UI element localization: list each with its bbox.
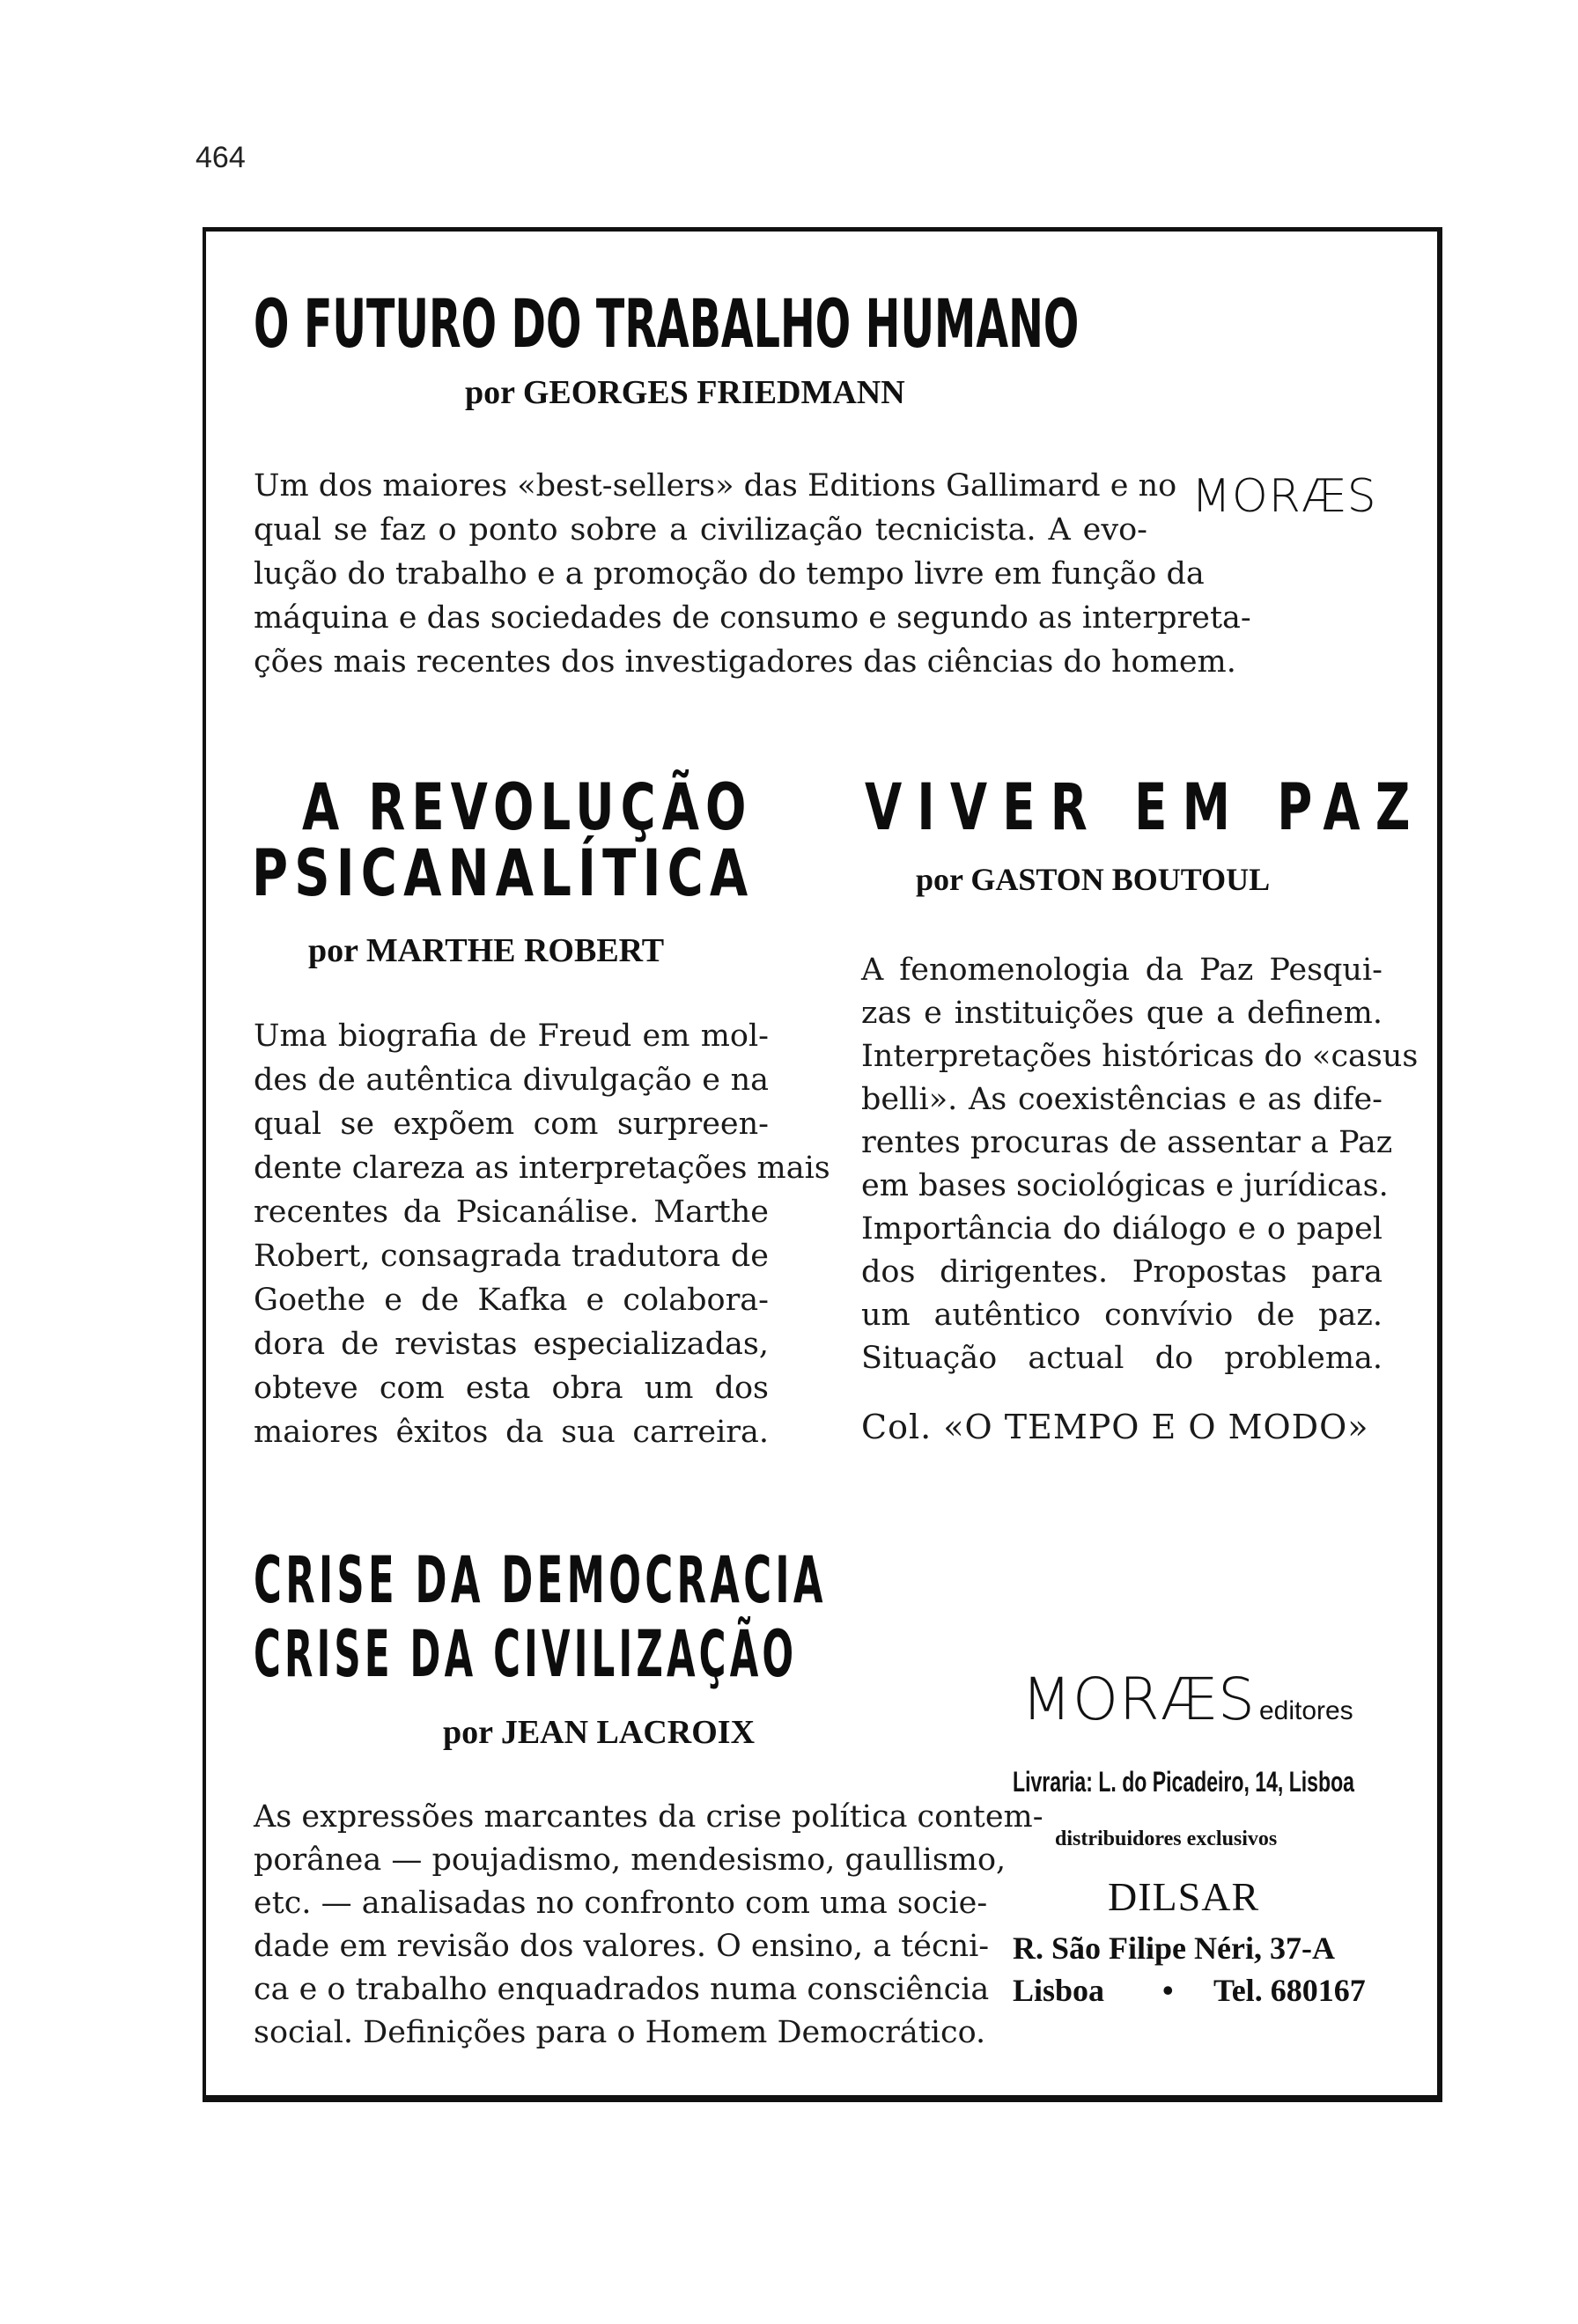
publisher-logo-mark: MORÆS	[1021, 1666, 1256, 1733]
ad1-line: qual se faz o ponto sobre a civilização tecnicista. A evo-	[254, 512, 1147, 548]
ad1-line: Um dos maiores «best-sellers» das Editions Gallimard e no	[254, 468, 1177, 504]
ad4-byline: por JEAN LACROIX	[443, 1714, 756, 1751]
ad1-line: lução do trabalho e a promoção do tempo livre em função da	[254, 556, 1205, 592]
ad2-line: obteve com esta obra um dos	[254, 1371, 769, 1406]
ad3-line: belli». As coexistências e as dife-	[861, 1082, 1383, 1117]
ad1-title: O FUTURO DO TRABALHO HUMANO	[254, 284, 1080, 363]
ad4-title-line2: CRISE DA CIVILIZAÇÃO	[254, 1615, 798, 1692]
ad3-title: VIVER EM PAZ	[865, 769, 1426, 845]
ad2-title-line1: A REVOLUÇÃO	[302, 769, 753, 845]
ad4-title-line1: CRISE DA DEMOCRACIA	[254, 1541, 827, 1618]
ad2-byline: por MARTHE ROBERT	[308, 932, 665, 969]
ad2-line: Goethe e de Kafka e colabora-	[254, 1283, 769, 1318]
ad2-title-line2: PSICANALÍTICA	[252, 835, 755, 911]
ad3-collection: Col. «O TEMPO E O MODO»	[861, 1408, 1369, 1446]
bullet-separator: •	[1162, 1973, 1174, 2008]
ad3-line: dos dirigentes. Propostas para	[861, 1254, 1383, 1290]
ad4-line: porânea — poujadismo, mendesismo, gaullismo,	[254, 1842, 1007, 1878]
ad2-line: Uma biografia de Freud em mol-	[254, 1019, 769, 1054]
ad4-line: etc. — analisadas no confronto com uma socie-	[254, 1886, 988, 1921]
ad2-description	[254, 1014, 830, 1454]
ad2-line: dente clareza as interpretações mais	[254, 1151, 830, 1186]
ad2-line: qual se expõem com surpreen-	[254, 1107, 769, 1142]
bookshop-address: Livraria: L. do Picadeiro, 14, Lisboa	[1013, 1766, 1354, 1798]
ad1-description	[254, 464, 1251, 684]
moraes-logo: MORÆS	[1191, 470, 1377, 523]
ad1-byline: por GEORGES FRIEDMANN	[465, 374, 905, 411]
ad2-line: dora de revistas especializadas,	[254, 1327, 769, 1362]
distributor-city: Lisboa	[1013, 1973, 1105, 2008]
ad3-line: Importância do diálogo e o papel	[861, 1211, 1383, 1247]
ad2-line: maiores êxitos da sua carreira.	[254, 1415, 769, 1450]
ad3-line: Situação actual do problema.	[861, 1341, 1383, 1376]
ad2-line: recentes da Psicanálise. Marthe	[254, 1195, 769, 1230]
ad4-line: ca e o trabalho enquadrados numa consciência	[254, 1972, 990, 2007]
ad4-description	[254, 1796, 1043, 2055]
ad3-line: A fenomenologia da Paz Pesqui-	[861, 952, 1383, 988]
ad2-line: Robert, consagrada tradutora de	[254, 1239, 769, 1274]
ad3-description	[861, 949, 1419, 1380]
ad3-line: Interpretações históricas do «casus	[861, 1039, 1419, 1074]
ad2-line: des de autêntica divulgação e na	[254, 1063, 769, 1098]
ad3-line: rentes procuras de assentar a Paz	[861, 1125, 1393, 1160]
publisher-logo	[1021, 1666, 1353, 1733]
ad3-byline: por GASTON BOUTOUL	[916, 862, 1271, 897]
ad1-line: máquina e das sociedades de consumo e segundo as interpreta-	[254, 600, 1251, 636]
ad1-line: ções mais recentes dos investigadores das ciências do homem.	[254, 644, 1236, 680]
distributor-phone: Tel. 680167	[1213, 1973, 1366, 2008]
ad3-line: zas e instituições que a definem.	[861, 996, 1383, 1031]
distributors-label: distribuidores exclusivos	[1055, 1828, 1278, 1850]
ad4-line: social. Definições para o Homem Democrático.	[254, 2015, 986, 2050]
publisher-logo-suffix: editores	[1258, 1696, 1353, 1725]
distributor-name: DILSAR	[1108, 1874, 1260, 1919]
ad3-line: um autêntico convívio de paz.	[861, 1298, 1383, 1333]
ad3-line: em bases sociológicas e jurídicas.	[861, 1168, 1389, 1203]
distributor-address: R. São Filipe Néri, 37-A	[1013, 1931, 1335, 1966]
ad4-line: dade em revisão dos valores. O ensino, a técni-	[254, 1929, 990, 1964]
page-number: 464	[195, 141, 246, 174]
ad4-line: As expressões marcantes da crise política contem-	[254, 1799, 1043, 1835]
